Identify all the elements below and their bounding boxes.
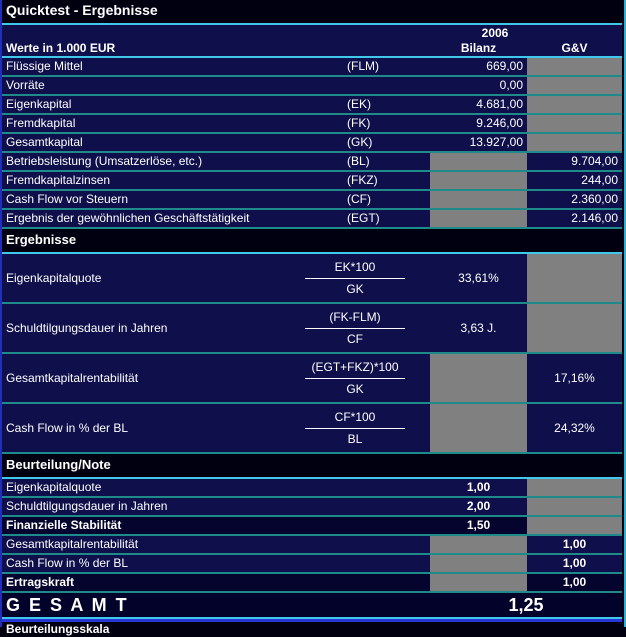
- gv-cell[interactable]: [527, 96, 622, 113]
- bilanz-cell[interactable]: [430, 404, 527, 452]
- gv-cell[interactable]: [527, 134, 622, 151]
- note-row: [2, 555, 622, 574]
- row-abbr: (FLM): [347, 59, 379, 73]
- bilanz-cell[interactable]: [430, 191, 527, 208]
- gv-cell[interactable]: [527, 254, 622, 302]
- bilanz-cell[interactable]: 3,63 J.: [460, 321, 497, 335]
- section-header-beurteilung: [2, 454, 622, 479]
- formula-row: [2, 304, 622, 354]
- formula-denominator: GK: [346, 281, 364, 296]
- row-label: Schuldtilgungsdauer in Jahren: [6, 321, 168, 335]
- year-header: 2006: [481, 26, 509, 40]
- table-row: [2, 115, 622, 134]
- note-row: [2, 536, 622, 555]
- bilanz-cell[interactable]: 669,00: [486, 59, 523, 73]
- formula-fraction: [280, 254, 430, 302]
- formula-fraction: [280, 304, 430, 352]
- gv-cell[interactable]: 244,00: [581, 173, 618, 187]
- gesamt-value[interactable]: 1,25: [508, 595, 544, 615]
- gv-cell[interactable]: [527, 479, 622, 496]
- row-label: Ertragskraft: [6, 575, 75, 589]
- input-values-table: [2, 58, 622, 229]
- gv-cell[interactable]: 1,00: [562, 556, 587, 570]
- bilanz-cell[interactable]: [430, 210, 527, 227]
- section-title: Ergebnisse: [6, 232, 77, 247]
- column-header-bilanz: Bilanz: [460, 41, 497, 55]
- cutoff-footer-text: Beurteilungsskala: [6, 622, 110, 636]
- row-label: Fremdkapitalzinsen: [6, 173, 111, 187]
- fraction-line: [305, 428, 405, 429]
- fraction-line: [305, 278, 405, 279]
- formula-numerator: (EGT+FKZ)*100: [311, 359, 399, 374]
- gv-cell[interactable]: [527, 115, 622, 132]
- bilanz-cell[interactable]: [430, 536, 527, 553]
- ergebnisse-table: [2, 254, 622, 454]
- row-abbr: (BL): [347, 154, 370, 168]
- gv-cell[interactable]: [527, 304, 622, 352]
- note-row: [2, 574, 622, 593]
- title-bar: [2, 0, 622, 25]
- gv-cell[interactable]: [527, 77, 622, 94]
- row-label: Betriebsleistung (Umsatzerlöse, etc.): [6, 154, 203, 168]
- formula-row: [2, 404, 622, 454]
- fraction-line: [305, 328, 405, 329]
- section-title: Beurteilung/Note: [6, 457, 111, 472]
- formula-fraction: [280, 404, 430, 452]
- row-label: Gesamtkapital: [6, 135, 83, 149]
- row-abbr: (EGT): [347, 211, 380, 225]
- note-row: [2, 517, 622, 536]
- bilanz-cell[interactable]: 4.681,00: [476, 97, 523, 111]
- table-row: [2, 153, 622, 172]
- bilanz-cell[interactable]: 2,00: [466, 499, 491, 513]
- row-abbr: (GK): [347, 135, 373, 149]
- bilanz-cell[interactable]: 1,00: [466, 480, 491, 494]
- unit-label: Werte in 1.000 EUR: [6, 41, 116, 55]
- row-abbr: (EK): [347, 97, 371, 111]
- gesamt-row: [2, 593, 622, 619]
- fraction-line: [305, 378, 405, 379]
- table-row: [2, 77, 622, 96]
- beurteilung-table: [2, 479, 622, 593]
- bilanz-cell[interactable]: 0,00: [499, 78, 523, 92]
- gesamt-label: G E S A M T: [6, 595, 129, 615]
- row-label: Finanzielle Stabilität: [6, 518, 122, 532]
- table-row: [2, 134, 622, 153]
- row-label: Cash Flow in % der BL: [6, 421, 129, 435]
- gv-cell[interactable]: 2.146,00: [571, 211, 618, 225]
- gv-cell[interactable]: 24,32%: [554, 421, 595, 435]
- row-label: Schuldtilgungsdauer in Jahren: [6, 499, 168, 513]
- formula-denominator: BL: [347, 431, 363, 446]
- bilanz-cell[interactable]: [430, 574, 527, 591]
- formula-row: [2, 354, 622, 404]
- cutoff-footer: [2, 622, 622, 636]
- bilanz-cell[interactable]: [430, 153, 527, 170]
- bilanz-cell[interactable]: 13.927,00: [469, 135, 523, 149]
- gv-cell[interactable]: [527, 498, 622, 515]
- row-label: Cash Flow vor Steuern: [6, 192, 129, 206]
- row-label: Fremdkapital: [6, 116, 76, 130]
- note-row: [2, 498, 622, 517]
- row-label: Flüssige Mittel: [6, 59, 83, 73]
- row-label: Vorräte: [6, 78, 45, 92]
- formula-row: [2, 254, 622, 304]
- row-abbr: (CF): [347, 192, 371, 206]
- column-header-gv: G&V: [561, 41, 588, 55]
- row-label: Eigenkapitalquote: [6, 480, 102, 494]
- row-label: Cash Flow in % der BL: [6, 556, 129, 570]
- gv-cell[interactable]: 1,00: [562, 575, 587, 589]
- column-header-band: [2, 25, 622, 58]
- formula-fraction: [280, 354, 430, 402]
- row-label: Gesamtkapitalrentabilität: [6, 537, 139, 551]
- table-row: [2, 210, 622, 229]
- gv-cell[interactable]: 2.360,00: [571, 192, 618, 206]
- row-label: Ergebnis der gewöhnlichen Geschäftstätigkeit: [6, 211, 250, 225]
- row-abbr: (FKZ): [347, 173, 378, 187]
- formula-numerator: CF*100: [334, 409, 376, 424]
- table-row: [2, 172, 622, 191]
- bilanz-cell[interactable]: [430, 555, 527, 572]
- bilanz-cell[interactable]: 1,50: [466, 518, 491, 532]
- row-label: Eigenkapital: [6, 97, 72, 111]
- gv-cell[interactable]: [527, 58, 622, 75]
- formula-numerator: EK*100: [334, 259, 376, 274]
- row-label: Eigenkapitalquote: [6, 271, 102, 285]
- formula-numerator: (FK-FLM): [329, 309, 381, 324]
- note-row: [2, 479, 622, 498]
- table-row: [2, 58, 622, 77]
- formula-denominator: CF: [347, 331, 363, 346]
- row-abbr: (FK): [347, 116, 371, 130]
- section-header-ergebnisse: [2, 229, 622, 254]
- table-row: [2, 191, 622, 210]
- gv-cell[interactable]: 9.704,00: [571, 154, 618, 168]
- row-abbr: [345, 77, 430, 94]
- bilanz-cell[interactable]: [430, 172, 527, 189]
- bilanz-cell[interactable]: [430, 354, 527, 402]
- formula-denominator: GK: [346, 381, 364, 396]
- table-row: [2, 96, 622, 115]
- gv-cell[interactable]: [527, 517, 622, 534]
- bilanz-cell[interactable]: 33,61%: [458, 271, 499, 285]
- page-title: Quicktest - Ergebnisse: [6, 2, 158, 18]
- gv-cell[interactable]: 17,16%: [554, 371, 595, 385]
- gv-cell[interactable]: 1,00: [562, 537, 587, 551]
- bilanz-cell[interactable]: 9.246,00: [476, 116, 523, 130]
- row-label: Gesamtkapitalrentabilität: [6, 371, 139, 385]
